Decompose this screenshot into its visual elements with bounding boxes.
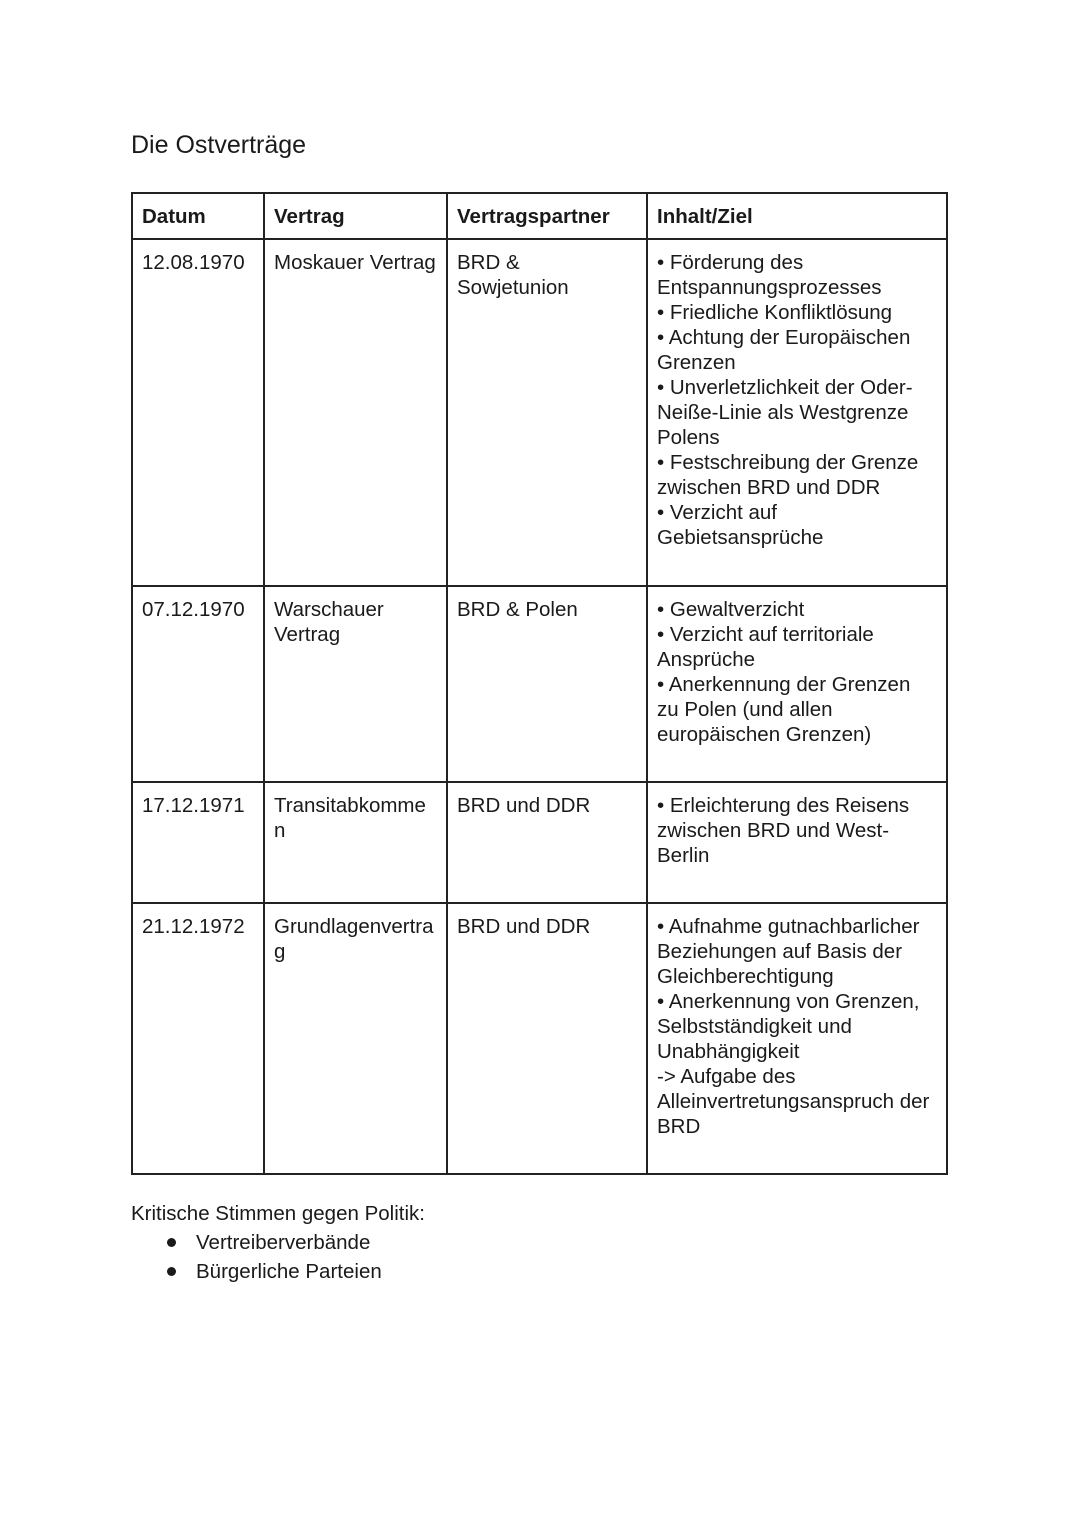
content-point: • Anerkennung der Grenzen zu Polen (und allen europäischen Grenzen) — [657, 673, 911, 746]
table-row — [132, 239, 947, 586]
content-point: • Verzicht auf Gebietsansprüche — [657, 501, 824, 549]
column-header-inhalt-ziel: Inhalt/Ziel — [647, 193, 947, 239]
content-point: • Gewaltverzicht — [657, 598, 805, 621]
list-item-label: Bürgerliche Parteien — [196, 1260, 382, 1283]
critical-voices-section — [131, 1199, 425, 1286]
content-point: • Unverletzlichkeit der Oder-Neiße-Linie als Westgrenze Polens — [657, 376, 913, 449]
cell-inhalt-ziel — [647, 586, 947, 782]
treaties-table — [131, 192, 948, 1175]
column-header-vertragspartner: Vertragspartner — [447, 193, 647, 239]
bullet-icon — [167, 1267, 176, 1276]
critical-voices-heading: Kritische Stimmen gegen Politik: — [131, 1202, 425, 1225]
cell-datum: 17.12.1971 — [132, 782, 264, 903]
table-header-row — [132, 193, 947, 239]
content-point: • Achtung der Europäischen Grenzen — [657, 326, 911, 374]
list-item — [131, 1228, 425, 1257]
cell-inhalt-ziel — [647, 903, 947, 1174]
content-point: • Förderung des Entspannungsprozesses — [657, 251, 882, 299]
cell-inhalt-ziel — [647, 782, 947, 903]
cell-vertragspartner: BRD und DDR — [447, 782, 647, 903]
bullet-icon — [167, 1238, 176, 1247]
content-point: • Anerkennung von Grenzen, Selbstständigkeit und Unabhängigkeit — [657, 990, 920, 1063]
cell-datum: 21.12.1972 — [132, 903, 264, 1174]
critical-voices-list — [131, 1228, 425, 1286]
cell-vertragspartner: BRD und DDR — [447, 903, 647, 1174]
content-point: • Friedliche Konfliktlösung — [657, 301, 893, 324]
cell-datum: 07.12.1970 — [132, 586, 264, 782]
content-point: • Aufnahme gutnachbarlicher Beziehungen auf Basis der Gleichberechtigung — [657, 915, 920, 988]
content-point: • Verzicht auf territoriale Ansprüche — [657, 623, 874, 671]
cell-vertrag: Transitabkommen — [264, 782, 447, 903]
cell-datum: 12.08.1970 — [132, 239, 264, 586]
page-title: Die Ostverträge — [131, 131, 307, 159]
content-point: -> Aufgabe des Alleinvertretungsanspruch der BRD — [657, 1065, 930, 1138]
content-point: • Festschreibung der Grenze zwischen BRD und DDR — [657, 451, 919, 499]
table-row — [132, 782, 947, 903]
cell-vertrag: Warschauer Vertrag — [264, 586, 447, 782]
cell-vertrag: Moskauer Vertrag — [264, 239, 447, 586]
cell-vertrag: Grundlagenvertrag — [264, 903, 447, 1174]
cell-inhalt-ziel — [647, 239, 947, 586]
cell-vertragspartner: BRD & Polen — [447, 586, 647, 782]
cell-vertragspartner: BRD & Sowjetunion — [447, 239, 647, 586]
list-item — [131, 1257, 425, 1286]
table-row — [132, 903, 947, 1174]
column-header-vertrag: Vertrag — [264, 193, 447, 239]
table-row — [132, 586, 947, 782]
list-item-label: Vertreiberverbände — [196, 1231, 371, 1254]
content-point: • Erleichterung des Reisens zwischen BRD und West-Berlin — [657, 794, 910, 867]
column-header-datum: Datum — [132, 193, 264, 239]
